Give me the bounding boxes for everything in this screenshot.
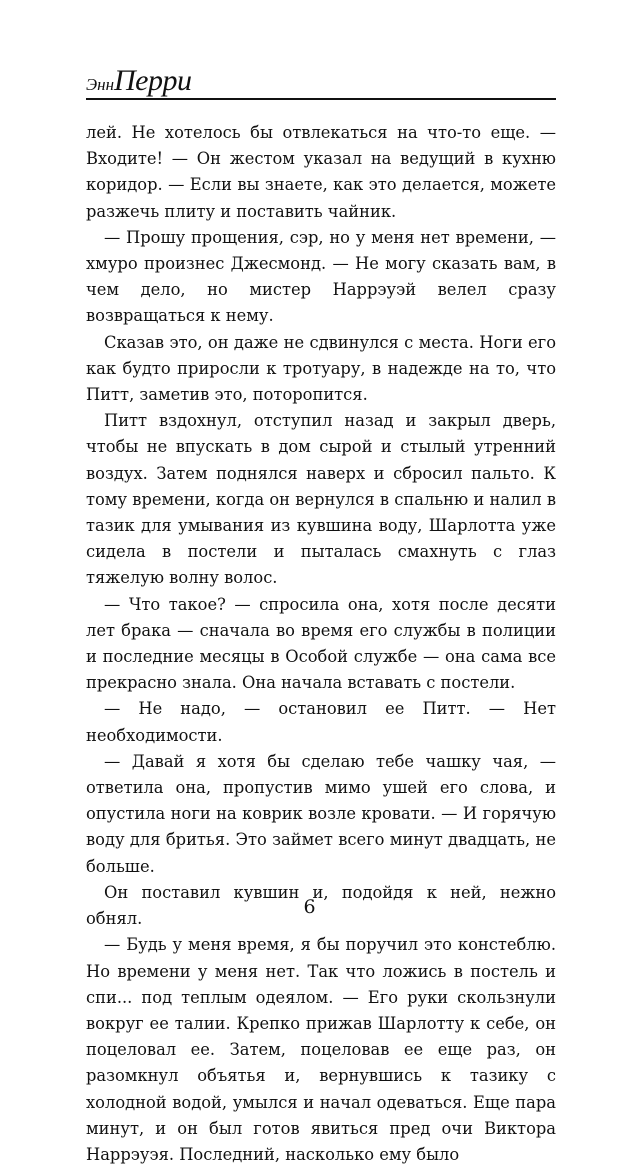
paragraph: — Прошу прощения, сэр, но у меня нет времени, — хмуро произнес Джесмонд. — Не могу сказать вам, в чем дело, но мистер Наррэуэй велел сразу возвращаться к нему. [86,227,556,326]
paragraph: Питт вздохнул, отступил назад и закрыл дверь, чтобы не впускать в дом сырой и стылый утренний воздух. Затем поднялся наверх и сбросил пальто. К тому времени, когда он вернулся в спальню и налил в тазик для умывания из кувшина воду, Шарлотта уже сидела в постели и пыталась смахнуть с глаз тяжелую волну волос. [86,411,556,588]
author-first-name: Энн [86,75,114,94]
page-number: 6 [303,896,316,918]
body-text [86,120,556,1168]
paragraph: — Не надо, — остановил ее Питт. — Нет необходимости. [86,699,556,745]
paragraph: — Давай я хотя бы сделаю тебе чашку чая, — ответила она, пропустив мимо ушей его слова, и опустила ноги на коврик возле кровати. — И горячую воду для бритья. Это займет всего минут двадцать, не больше. [86,751,556,876]
author-name [86,66,191,96]
running-header [86,64,556,100]
paragraph: Сказав это, он даже не сдвинулся с места. Ноги его как будто приросли к тротуару, в надежде на то, что Питт, заметив это, поторопится. [86,332,556,405]
header-rule [86,98,556,100]
paragraph: лей. Не хотелось бы отвлекаться на что-то еще. — Входите! — Он жестом указал на ведущий в кухню коридор. — Если вы знаете, как это делается, можете разжечь плиту и поставить чайник. [86,123,556,221]
paragraph: — Будь у меня время, я бы поручил это констеблю. Но времени у меня нет. Так что ложись в постель и спи... под теплым одеялом. — Его руки скользнули вокруг ее талии. Крепко прижав Шарлотту к себе, он поцеловал ее. Затем, поцеловав ее еще раз, он разомкнул объятья и, вернувшись к тазику с холодной водой, умылся и начал одеваться. Еще пара минут, и он был готов явиться пред очи Виктора Наррэуэя. Последний, насколько ему было [86,935,556,1164]
author-last-name: Перри [114,64,192,97]
paragraph: Он поставил кувшин и, подойдя к ней, нежно обнял. [86,882,556,929]
paragraph: — Что такое? — спросила она, хотя после десяти лет брака — сначала во время его службы в полиции и последние месяцы в Особой службе — она сама все прекрасно знала. Она начала вставать с постели. [86,594,556,693]
